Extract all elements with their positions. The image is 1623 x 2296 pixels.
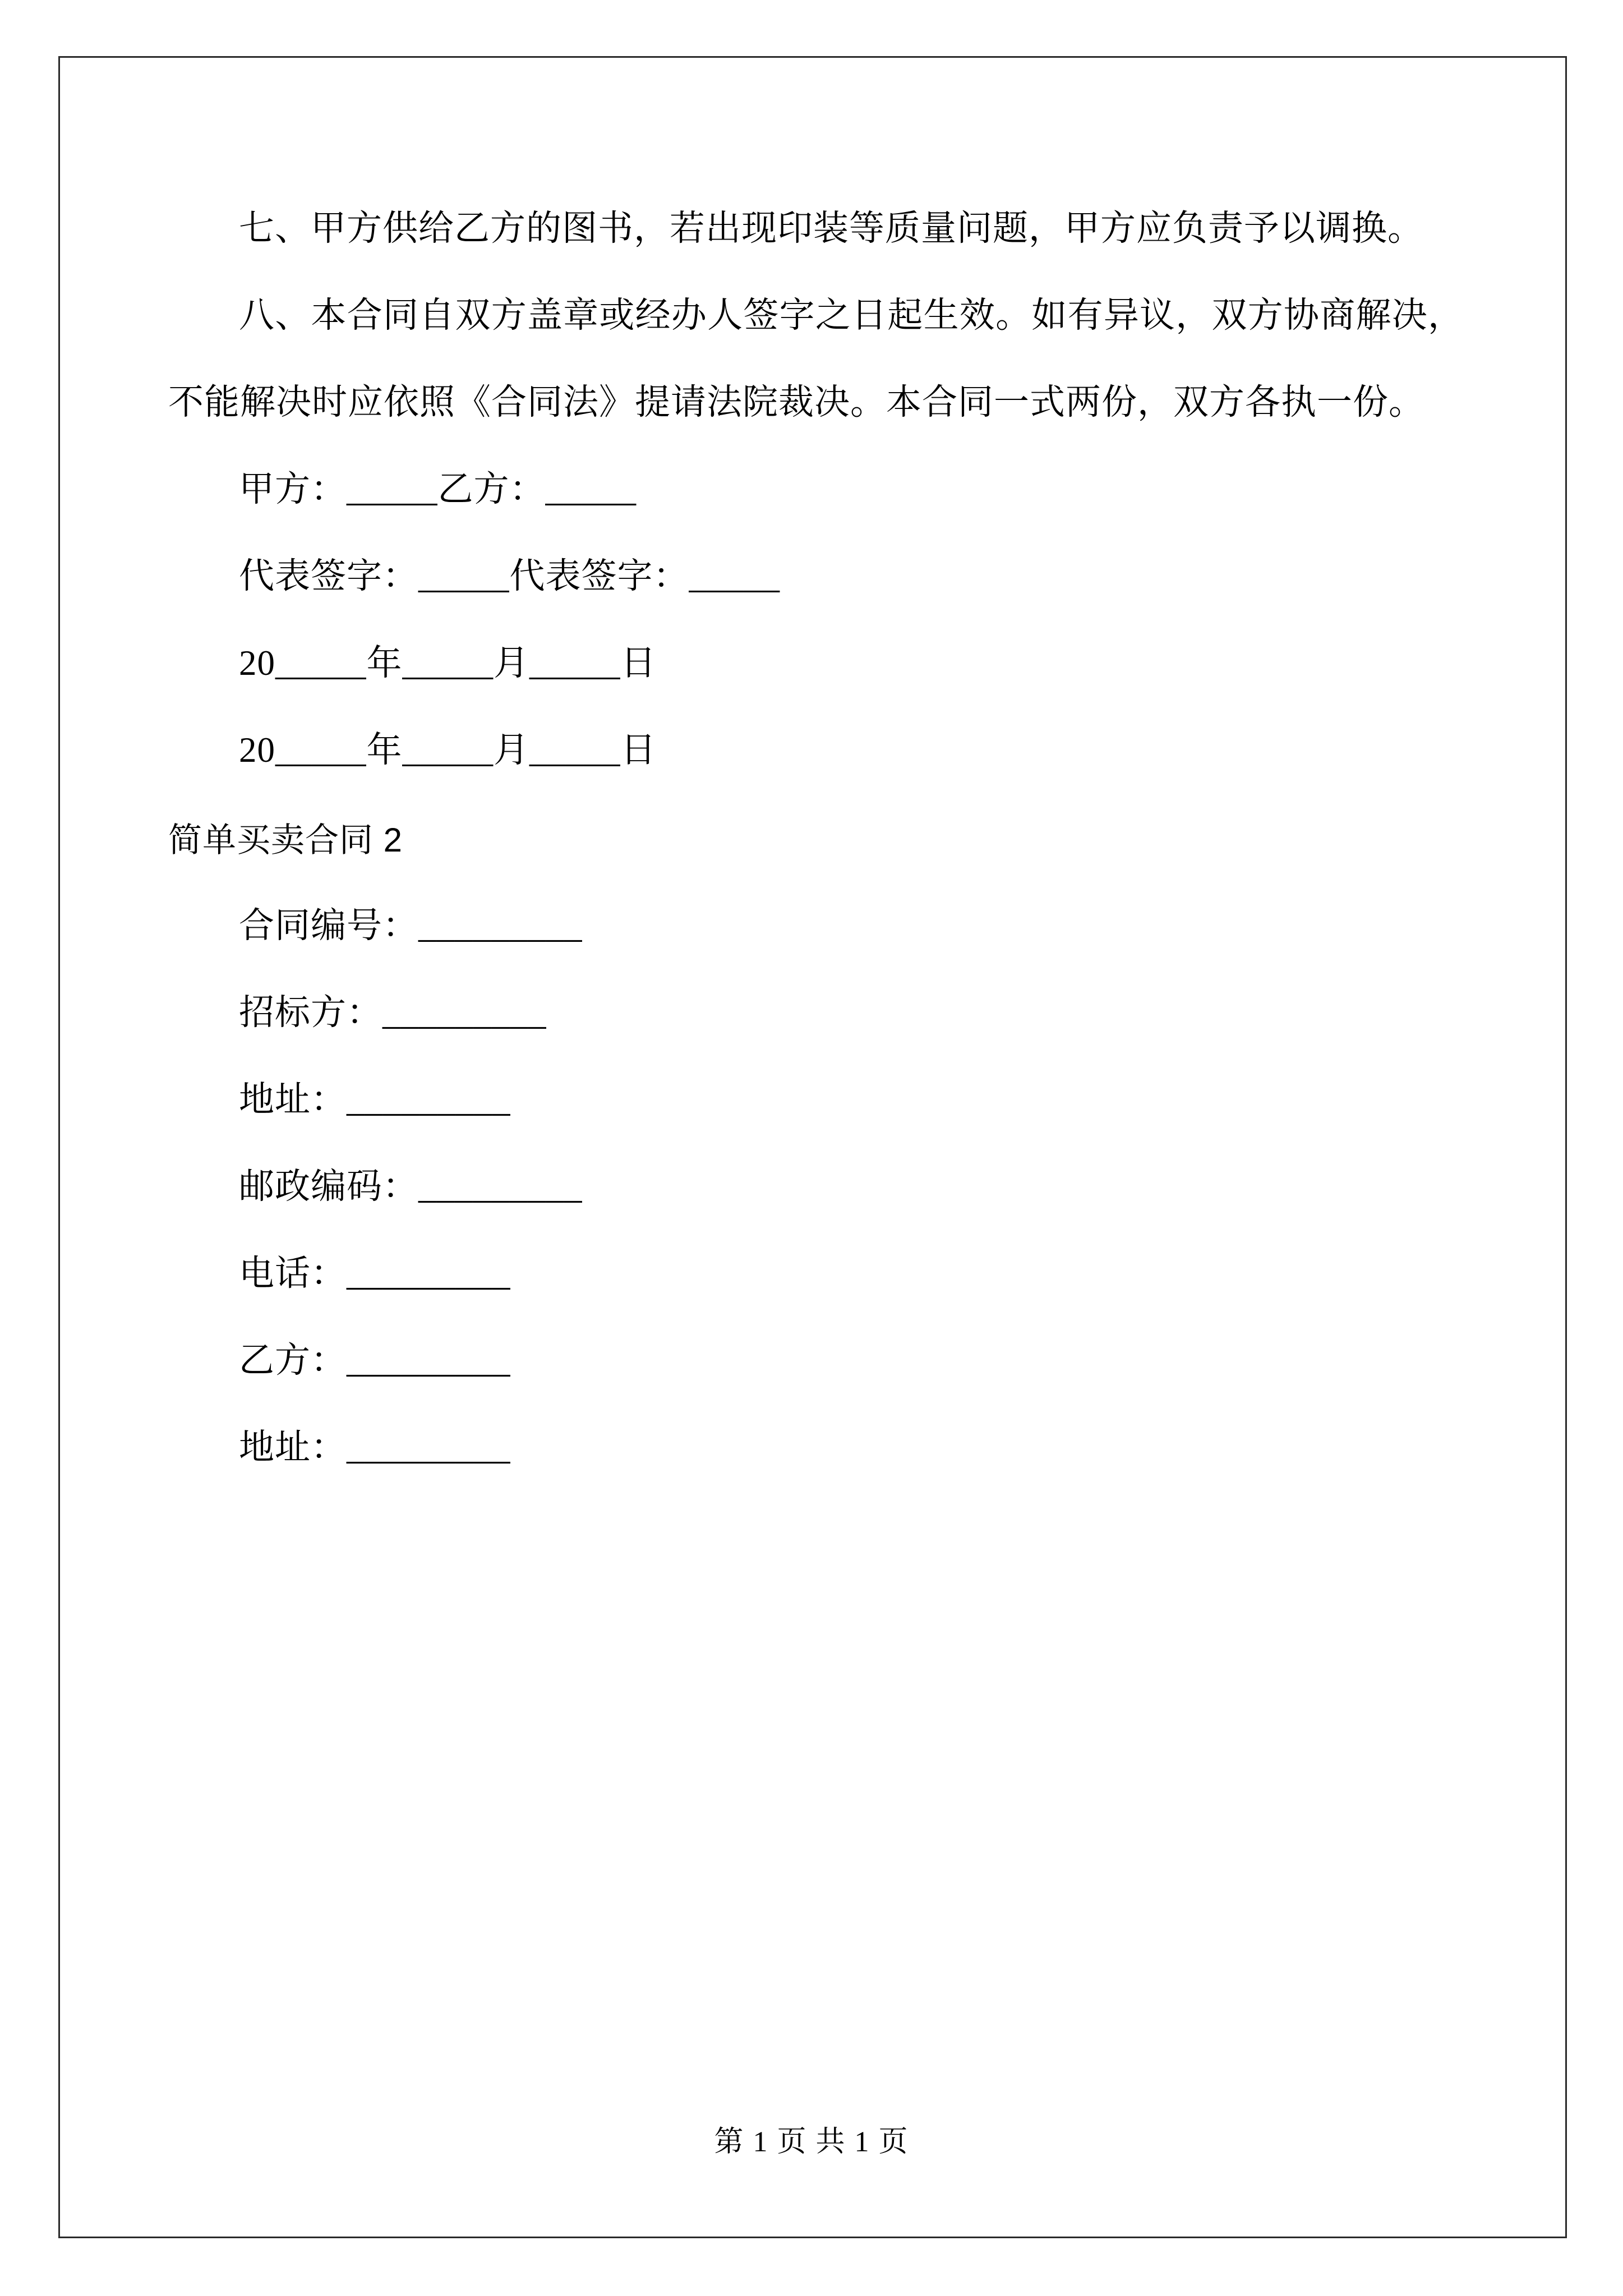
- document-body: [168, 185, 1464, 1491]
- signature-line-representatives: 代表签字：_____代表签字：_____: [239, 556, 780, 596]
- paragraph-eight: 八、本合同自双方盖章或经办人签字之日起生效。如有异议，双方协商解决，不能解决时应依照《合同法》提请法院裁决。本合同一式两份，双方各执一份。: [168, 296, 1464, 422]
- field-bidding-party: 招标方：_________: [239, 993, 547, 1032]
- date-line-second: 20_____年_____月_____日: [239, 730, 657, 770]
- field-contract-number: 合同编号：_________: [239, 906, 583, 945]
- field-postal-code: 邮政编码：_________: [239, 1167, 583, 1206]
- section-title: 简单买卖合同 2: [168, 821, 403, 859]
- field-address-a: 地址：_________: [239, 1080, 511, 1119]
- spacer: [168, 794, 1464, 798]
- date-line-first: 20_____年_____月_____日: [239, 643, 657, 683]
- field-phone: 电话：_________: [239, 1254, 511, 1293]
- paragraph-seven: 七、甲方供给乙方的图书，若出现印装等质量问题，甲方应负责予以调换。: [239, 209, 1423, 248]
- page-footer: 第 1 页 共 1 页: [714, 2126, 909, 2158]
- signature-line-parties: 甲方：_____乙方：_____: [239, 470, 637, 509]
- field-address-b: 地址：_________: [239, 1428, 511, 1467]
- field-party-b: 乙方：_________: [239, 1341, 511, 1380]
